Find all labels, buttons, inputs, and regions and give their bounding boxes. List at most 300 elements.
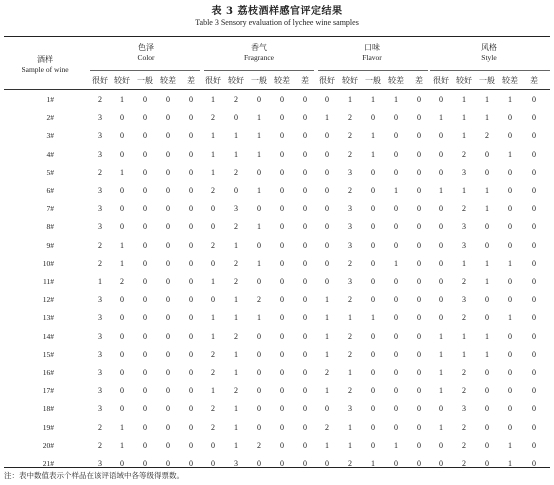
table-cell: 2 bbox=[234, 386, 238, 396]
table-cell: 0 bbox=[189, 240, 193, 250]
table-cell: 0 bbox=[303, 149, 307, 159]
table-cell: 0 bbox=[439, 149, 443, 159]
level-header: 较好 bbox=[456, 76, 472, 85]
table-cell: 1 bbox=[508, 258, 512, 268]
table-cell: 0 bbox=[417, 349, 421, 359]
table-cell: 1 bbox=[508, 313, 512, 323]
table-cell: 0 bbox=[532, 459, 536, 468]
table-cell: 0 bbox=[120, 295, 124, 305]
table-cell: 0 bbox=[485, 313, 489, 323]
table-cell: 1 bbox=[508, 149, 512, 159]
table-cell: 0 bbox=[166, 313, 170, 323]
table-cell: 1 bbox=[211, 386, 215, 396]
table-cell: 0 bbox=[439, 313, 443, 323]
table-cell: 1 bbox=[234, 149, 238, 159]
table-cell: 1 bbox=[257, 258, 261, 268]
table-cell: 0 bbox=[120, 368, 124, 377]
table-cell: 0 bbox=[417, 149, 421, 159]
table-cell: 2 bbox=[325, 368, 329, 377]
table-cell: 0 bbox=[439, 277, 443, 286]
table-cell: 1 bbox=[439, 113, 443, 123]
table-cell: 3 bbox=[98, 186, 102, 195]
table-cell: 0 bbox=[532, 295, 536, 305]
group-header-fragrance bbox=[203, 43, 315, 63]
sample-header-cn: 酒样 bbox=[37, 55, 53, 64]
top-rule bbox=[4, 36, 550, 37]
table-cell: 0 bbox=[371, 404, 375, 414]
table-cell: 0 bbox=[280, 349, 284, 359]
row-label: 2# bbox=[46, 113, 54, 123]
table-cell: 0 bbox=[325, 149, 329, 159]
table-cell: 0 bbox=[417, 113, 421, 123]
table-cell: 0 bbox=[143, 331, 147, 341]
table-cell: 0 bbox=[189, 131, 193, 141]
table-cell: 0 bbox=[257, 331, 261, 341]
table-cell: 2 bbox=[98, 95, 102, 104]
table-cell: 2 bbox=[485, 131, 489, 141]
table-cell: 0 bbox=[325, 131, 329, 141]
table-cell: 0 bbox=[143, 404, 147, 414]
table-cell: 1 bbox=[485, 258, 489, 268]
table-cell: 0 bbox=[325, 167, 329, 177]
table-cell: 2 bbox=[211, 186, 215, 195]
table-cell: 1 bbox=[325, 113, 329, 123]
table-cell: 2 bbox=[462, 440, 466, 450]
table-note: 注：表中数值表示个样品在该评语域中各等级得票数。 bbox=[4, 471, 184, 480]
table-cell: 0 bbox=[303, 240, 307, 250]
table-cell: 0 bbox=[325, 204, 329, 214]
table-cell: 0 bbox=[303, 131, 307, 141]
table-cell: 0 bbox=[508, 222, 512, 232]
table-cell: 0 bbox=[143, 222, 147, 232]
table-cell: 0 bbox=[303, 313, 307, 323]
row-label: 15# bbox=[42, 349, 54, 359]
table-cell: 0 bbox=[257, 204, 261, 214]
table-cell: 0 bbox=[280, 258, 284, 268]
table-cell: 0 bbox=[120, 349, 124, 359]
table-cell: 0 bbox=[394, 313, 398, 323]
table-cell: 0 bbox=[120, 222, 124, 232]
table-cell: 0 bbox=[120, 131, 124, 141]
table-cell: 1 bbox=[234, 295, 238, 305]
table-cell: 0 bbox=[325, 459, 329, 468]
table-cell: 0 bbox=[439, 131, 443, 141]
table-cell: 0 bbox=[303, 386, 307, 396]
level-header: 较好 bbox=[228, 76, 244, 85]
group-header-cn: 风格 bbox=[481, 43, 497, 52]
table-cell: 0 bbox=[189, 368, 193, 377]
table-cell: 0 bbox=[485, 386, 489, 396]
table-cell: 0 bbox=[485, 368, 489, 377]
table-cell: 1 bbox=[462, 131, 466, 141]
table-cell: 0 bbox=[189, 422, 193, 432]
table-cell: 0 bbox=[532, 222, 536, 232]
table-cell: 3 bbox=[98, 404, 102, 414]
table-cell: 0 bbox=[303, 440, 307, 450]
table-cell: 1 bbox=[257, 186, 261, 195]
table-cell: 2 bbox=[348, 349, 352, 359]
table-cell: 0 bbox=[166, 349, 170, 359]
table-cell: 0 bbox=[143, 131, 147, 141]
level-header: 一般 bbox=[137, 76, 153, 85]
table-cell: 0 bbox=[303, 368, 307, 377]
table-cell: 0 bbox=[280, 386, 284, 396]
table-cell: 2 bbox=[348, 386, 352, 396]
table-cell: 0 bbox=[280, 404, 284, 414]
level-header: 很好 bbox=[433, 76, 449, 85]
table-cell: 0 bbox=[371, 204, 375, 214]
table-cell: 0 bbox=[143, 240, 147, 250]
table-cell: 3 bbox=[98, 131, 102, 141]
table-cell: 2 bbox=[462, 386, 466, 396]
row-label: 18# bbox=[42, 404, 54, 414]
table-cell: 0 bbox=[189, 258, 193, 268]
table-cell: 1 bbox=[211, 313, 215, 323]
table-cell: 0 bbox=[371, 386, 375, 396]
table-cell: 0 bbox=[120, 404, 124, 414]
table-cell: 0 bbox=[439, 258, 443, 268]
table-cell: 0 bbox=[439, 204, 443, 214]
level-header: 差 bbox=[530, 76, 538, 85]
table-cell: 3 bbox=[98, 386, 102, 396]
group-header-color bbox=[90, 43, 202, 63]
table-cell: 3 bbox=[98, 331, 102, 341]
table-cell: 0 bbox=[189, 167, 193, 177]
table-cell: 0 bbox=[508, 386, 512, 396]
table-cell: 0 bbox=[439, 459, 443, 468]
table-cell: 0 bbox=[166, 113, 170, 123]
group-header-cn: 口味 bbox=[364, 43, 380, 52]
table-cell: 0 bbox=[257, 386, 261, 396]
table-cell: 1 bbox=[371, 459, 375, 468]
sample-header-en: Sample of wine bbox=[21, 65, 69, 74]
table-cell: 1 bbox=[371, 95, 375, 104]
table-cell: 1 bbox=[462, 349, 466, 359]
table-cell: 0 bbox=[211, 258, 215, 268]
table-cell: 1 bbox=[211, 131, 215, 141]
table-cell: 0 bbox=[303, 204, 307, 214]
table-cell: 0 bbox=[417, 131, 421, 141]
table-cell: 0 bbox=[303, 95, 307, 104]
table-cell: 0 bbox=[211, 222, 215, 232]
table-cell: 2 bbox=[462, 368, 466, 377]
table-cell: 0 bbox=[371, 240, 375, 250]
table-cell: 0 bbox=[143, 113, 147, 123]
table-cell: 0 bbox=[166, 386, 170, 396]
table-cell: 0 bbox=[143, 386, 147, 396]
table-cell: 0 bbox=[371, 258, 375, 268]
table-cell: 2 bbox=[211, 240, 215, 250]
row-label: 1# bbox=[46, 95, 54, 104]
group-rule bbox=[318, 70, 428, 71]
table-cell: 1 bbox=[348, 440, 352, 450]
table-cell: 0 bbox=[280, 167, 284, 177]
table-cell: 2 bbox=[348, 295, 352, 305]
table-cell: 3 bbox=[98, 222, 102, 232]
table-cell: 0 bbox=[508, 204, 512, 214]
row-label: 10# bbox=[42, 258, 54, 268]
table-cell: 0 bbox=[508, 277, 512, 286]
table-cell: 0 bbox=[120, 459, 124, 468]
table-cell: 2 bbox=[98, 167, 102, 177]
table-cell: 2 bbox=[120, 277, 124, 286]
table-cell: 2 bbox=[257, 440, 261, 450]
table-cell: 1 bbox=[211, 331, 215, 341]
table-cell: 0 bbox=[257, 404, 261, 414]
table-cell: 0 bbox=[532, 204, 536, 214]
table-cell: 1 bbox=[439, 368, 443, 377]
table-cell: 0 bbox=[166, 204, 170, 214]
table-cell: 0 bbox=[532, 149, 536, 159]
table-cell: 0 bbox=[280, 331, 284, 341]
table-cell: 2 bbox=[348, 149, 352, 159]
table-cell: 2 bbox=[234, 277, 238, 286]
table-cell: 0 bbox=[485, 459, 489, 468]
table-cell: 0 bbox=[417, 440, 421, 450]
table-cell: 0 bbox=[439, 404, 443, 414]
table-cell: 0 bbox=[417, 95, 421, 104]
table-cell: 0 bbox=[303, 186, 307, 195]
table-cell: 1 bbox=[462, 95, 466, 104]
table-cell: 1 bbox=[371, 149, 375, 159]
table-cell: 0 bbox=[166, 95, 170, 104]
sample-header bbox=[4, 55, 86, 75]
level-header: 较差 bbox=[388, 76, 404, 85]
table-cell: 0 bbox=[257, 349, 261, 359]
table-cell: 0 bbox=[211, 459, 215, 468]
group-header-flavor bbox=[316, 43, 428, 63]
table-cell: 1 bbox=[508, 440, 512, 450]
table-cell: 0 bbox=[166, 149, 170, 159]
table-cell: 0 bbox=[485, 149, 489, 159]
table-cell: 0 bbox=[120, 204, 124, 214]
row-label: 4# bbox=[46, 149, 54, 159]
table-cell: 0 bbox=[371, 440, 375, 450]
table-cell: 0 bbox=[280, 186, 284, 195]
table-cell: 0 bbox=[166, 331, 170, 341]
table-cell: 0 bbox=[280, 204, 284, 214]
table-cell: 1 bbox=[234, 313, 238, 323]
table-cell: 0 bbox=[417, 313, 421, 323]
table-cell: 0 bbox=[532, 186, 536, 195]
table-cell: 0 bbox=[143, 186, 147, 195]
table-cell: 3 bbox=[462, 167, 466, 177]
table-cell: 0 bbox=[394, 459, 398, 468]
group-header-en: Flavor bbox=[362, 53, 382, 62]
table-cell: 0 bbox=[439, 240, 443, 250]
table-cell: 0 bbox=[508, 404, 512, 414]
table-cell: 0 bbox=[394, 222, 398, 232]
level-header: 较好 bbox=[342, 76, 358, 85]
table-cell: 1 bbox=[234, 368, 238, 377]
level-header: 差 bbox=[187, 76, 195, 85]
table-cell: 2 bbox=[348, 131, 352, 141]
table-cell: 1 bbox=[485, 186, 489, 195]
table-cell: 0 bbox=[211, 440, 215, 450]
table-cell: 0 bbox=[394, 167, 398, 177]
table-cell: 3 bbox=[462, 222, 466, 232]
table-title-cn: 表 3 荔枝酒样感官评定结果 bbox=[211, 6, 343, 17]
table-cell: 3 bbox=[348, 222, 352, 232]
table-cell: 0 bbox=[394, 295, 398, 305]
table-cell: 0 bbox=[189, 459, 193, 468]
table-cell: 1 bbox=[394, 186, 398, 195]
table-cell: 1 bbox=[371, 131, 375, 141]
table-cell: 3 bbox=[98, 295, 102, 305]
table-cell: 1 bbox=[325, 313, 329, 323]
table-cell: 0 bbox=[280, 422, 284, 432]
row-label: 13# bbox=[42, 313, 54, 323]
table-cell: 3 bbox=[348, 240, 352, 250]
table-cell: 0 bbox=[394, 131, 398, 141]
table-cell: 0 bbox=[166, 186, 170, 195]
table-cell: 0 bbox=[211, 204, 215, 214]
level-header: 较好 bbox=[114, 76, 130, 85]
table-cell: 1 bbox=[120, 440, 124, 450]
row-label: 8# bbox=[46, 222, 54, 232]
row-label: 6# bbox=[46, 186, 54, 195]
table-cell: 0 bbox=[143, 440, 147, 450]
level-header: 差 bbox=[301, 76, 309, 85]
level-header: 很好 bbox=[92, 76, 108, 85]
table-cell: 3 bbox=[98, 349, 102, 359]
table-cell: 2 bbox=[462, 149, 466, 159]
table-cell: 1 bbox=[462, 113, 466, 123]
table-cell: 2 bbox=[211, 404, 215, 414]
table-cell: 2 bbox=[348, 113, 352, 123]
table-cell: 1 bbox=[234, 131, 238, 141]
table-cell: 0 bbox=[303, 331, 307, 341]
table-cell: 0 bbox=[394, 113, 398, 123]
table-cell: 0 bbox=[280, 440, 284, 450]
level-header: 一般 bbox=[479, 76, 495, 85]
table-cell: 0 bbox=[189, 331, 193, 341]
table-cell: 1 bbox=[348, 422, 352, 432]
table-cell: 0 bbox=[371, 422, 375, 432]
table-cell: 1 bbox=[120, 258, 124, 268]
table-cell: 0 bbox=[325, 186, 329, 195]
table-cell: 2 bbox=[211, 113, 215, 123]
table-cell: 2 bbox=[462, 313, 466, 323]
table-cell: 0 bbox=[508, 113, 512, 123]
table-cell: 3 bbox=[98, 313, 102, 323]
table-cell: 0 bbox=[394, 422, 398, 432]
table-cell: 1 bbox=[325, 386, 329, 396]
table-cell: 0 bbox=[508, 167, 512, 177]
table-cell: 0 bbox=[120, 113, 124, 123]
table-cell: 0 bbox=[371, 167, 375, 177]
table-cell: 3 bbox=[348, 404, 352, 414]
table-cell: 2 bbox=[348, 186, 352, 195]
table-cell: 1 bbox=[257, 222, 261, 232]
table-cell: 1 bbox=[394, 95, 398, 104]
row-label: 3# bbox=[46, 131, 54, 141]
row-label: 7# bbox=[46, 204, 54, 214]
table-cell: 1 bbox=[120, 95, 124, 104]
table-cell: 1 bbox=[394, 258, 398, 268]
table-cell: 0 bbox=[280, 222, 284, 232]
table-cell: 2 bbox=[462, 422, 466, 432]
table-cell: 0 bbox=[485, 440, 489, 450]
table-cell: 0 bbox=[189, 440, 193, 450]
table-cell: 0 bbox=[394, 204, 398, 214]
table-cell: 0 bbox=[303, 349, 307, 359]
table-cell: 3 bbox=[348, 204, 352, 214]
table-cell: 1 bbox=[462, 258, 466, 268]
table-cell: 2 bbox=[98, 240, 102, 250]
table-cell: 0 bbox=[189, 404, 193, 414]
table-cell: 1 bbox=[485, 95, 489, 104]
table-cell: 0 bbox=[189, 204, 193, 214]
table-cell: 0 bbox=[532, 404, 536, 414]
table-cell: 0 bbox=[303, 167, 307, 177]
row-label: 14# bbox=[42, 331, 54, 341]
table-cell: 0 bbox=[417, 331, 421, 341]
table-cell: 1 bbox=[211, 277, 215, 286]
table-cell: 0 bbox=[303, 113, 307, 123]
table-cell: 3 bbox=[462, 295, 466, 305]
table-cell: 0 bbox=[303, 258, 307, 268]
table-cell: 0 bbox=[303, 422, 307, 432]
table-cell: 0 bbox=[280, 113, 284, 123]
table-cell: 0 bbox=[143, 313, 147, 323]
table-cell: 2 bbox=[234, 95, 238, 104]
group-header-cn: 色泽 bbox=[138, 43, 154, 52]
table-cell: 0 bbox=[532, 422, 536, 432]
table-cell: 1 bbox=[508, 95, 512, 104]
row-label: 17# bbox=[42, 386, 54, 396]
header-bottom-rule bbox=[4, 89, 550, 90]
table-cell: 0 bbox=[439, 295, 443, 305]
table-cell: 1 bbox=[120, 422, 124, 432]
table-cell: 2 bbox=[348, 258, 352, 268]
row-label: 9# bbox=[46, 240, 54, 250]
table-cell: 0 bbox=[532, 131, 536, 141]
table-cell: 1 bbox=[234, 440, 238, 450]
table-cell: 1 bbox=[439, 331, 443, 341]
table-cell: 0 bbox=[257, 368, 261, 377]
table-cell: 2 bbox=[257, 295, 261, 305]
table-cell: 0 bbox=[325, 240, 329, 250]
table-cell: 0 bbox=[303, 295, 307, 305]
table-cell: 0 bbox=[211, 295, 215, 305]
group-header-en: Color bbox=[137, 53, 155, 62]
table-cell: 3 bbox=[98, 149, 102, 159]
table-cell: 0 bbox=[508, 186, 512, 195]
table-cell: 1 bbox=[120, 167, 124, 177]
table-cell: 0 bbox=[189, 113, 193, 123]
table-cell: 1 bbox=[485, 277, 489, 286]
table-cell: 0 bbox=[508, 331, 512, 341]
table-cell: 0 bbox=[371, 222, 375, 232]
table-cell: 1 bbox=[257, 313, 261, 323]
table-cell: 0 bbox=[166, 131, 170, 141]
table-cell: 0 bbox=[257, 240, 261, 250]
table-cell: 0 bbox=[166, 240, 170, 250]
table-cell: 0 bbox=[532, 313, 536, 323]
table-cell: 1 bbox=[234, 349, 238, 359]
table-cell: 0 bbox=[508, 368, 512, 377]
table-cell: 3 bbox=[98, 459, 102, 468]
table-cell: 0 bbox=[485, 167, 489, 177]
table-cell: 0 bbox=[394, 368, 398, 377]
table-cell: 0 bbox=[439, 95, 443, 104]
table-cell: 0 bbox=[485, 240, 489, 250]
table-cell: 0 bbox=[166, 222, 170, 232]
table-cell: 0 bbox=[257, 277, 261, 286]
level-header: 一般 bbox=[251, 76, 267, 85]
table-cell: 0 bbox=[371, 186, 375, 195]
